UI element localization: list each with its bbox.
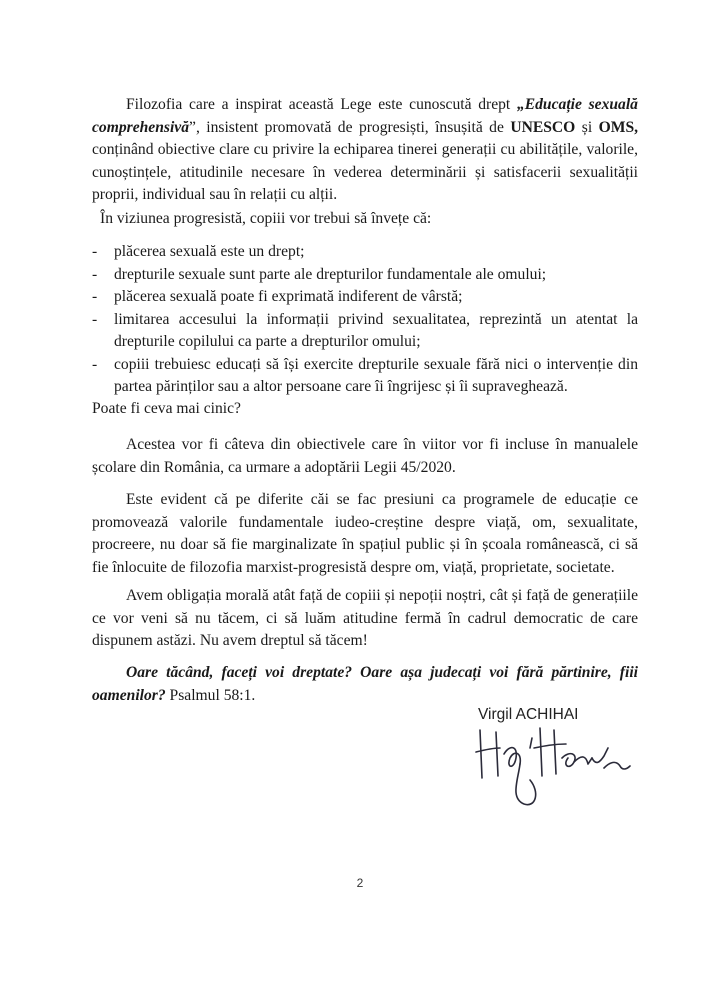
psalm-reference: Psalmul 58:1. xyxy=(165,686,256,704)
paragraph-presiuni: Este evident că pe diferite căi se fac presiuni ca programele de educație ce promovează valorile fundamentale iudeo-creștine despre viață, om, sexualitate, procreere, nu doar să fie marginalizate în spațiul public și în școala românească, ci să fie înlocuite de filozofia marxist-progresistă despre om, viață, proprietate, societate. xyxy=(92,491,638,576)
psalm-quote-text: Oare tăcând, faceți voi dreptate? Oare așa judecați voi fără părtinire, fiii oamenilor? xyxy=(92,664,638,704)
list-item: - plăcerea sexuală este un drept; xyxy=(92,241,638,264)
p1-text-1: Filozofia care a inspirat această Lege este cunoscută drept xyxy=(126,96,517,113)
p1-text-2: ”, insistent promovată de progresiști, însușită de xyxy=(189,118,511,136)
paragraph-obiective: Acestea vor fi câteva din obiectivele care în viitor vor fi incluse în manualele școlare din România, ca urmare a adoptării Legii 45/2020. xyxy=(92,436,638,476)
signatory-name: Virgil ACHIHAI xyxy=(478,706,579,723)
paragraph-cinic: Poate fi ceva mai cinic? xyxy=(92,400,241,417)
p1-text-4: conținând obiective clare cu privire la echiparea tinerei generații cu abilitățile, valorile, cunoștințele, atitudinile necesare în vederea determinării și satisfacerii sexualității proprii, individual sau în relații cu alții. xyxy=(92,141,638,203)
page-number: 2 xyxy=(356,876,364,890)
list-item: - limitarea accesului la informații privind sexualitatea, reprezintă un atentat la drepturile copilului ca parte a drepturilor omului; xyxy=(92,309,638,354)
list-item: - plăcerea sexuală poate fi exprimată indiferent de vârstă; xyxy=(92,286,638,309)
paragraph-educatie-sexuala xyxy=(92,94,638,207)
objectives-list xyxy=(92,241,638,399)
handwritten-signature xyxy=(470,718,640,808)
list-item: - drepturile sexuale sunt parte ale drepturilor fundamentale ale omului; xyxy=(92,264,638,287)
list-item: - copiii trebuiesc educați să își exercite drepturile sexuale fără nici o intervenție din partea părinților sau a altor persoane care îi îngrijesc și îi supraveghează. xyxy=(92,354,638,399)
p1-text-3: și xyxy=(575,118,599,136)
paragraph-viziunea: În viziunea progresistă, copiii vor trebui să învețe că: xyxy=(100,210,432,227)
paragraph-obligatia: Avem obligația morală atât față de copiii și nepoții noștri, cât și față de generațiile ce vor veni să nu tăcem, ci să luăm atitudine fermă în cadrul democratic de care dispunem astăzi. Nu avem dreptul să tăcem! xyxy=(92,587,638,649)
p1-oms: OMS, xyxy=(598,118,639,136)
p1-bold-term: „Educație sexuală comprehensivă xyxy=(92,96,638,136)
psalm-quote xyxy=(92,662,638,707)
p1-unesco: UNESCO xyxy=(510,118,576,136)
